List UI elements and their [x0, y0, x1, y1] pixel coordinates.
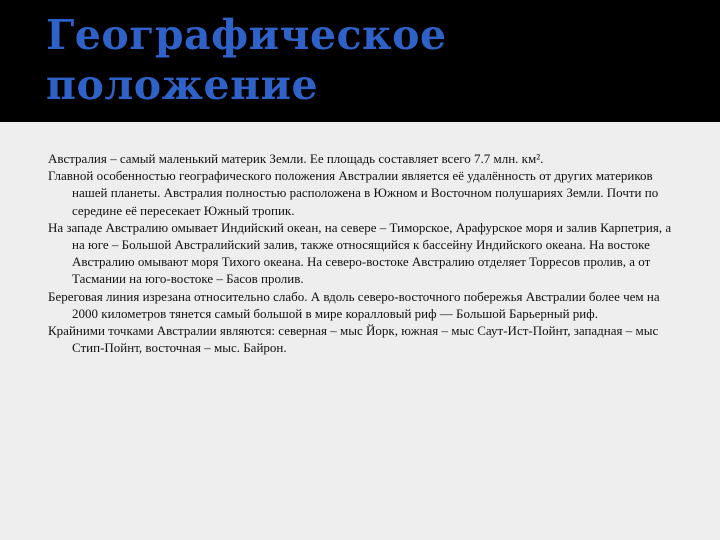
slide-body	[48, 150, 680, 356]
title-line-2: положение	[46, 61, 319, 109]
paragraph-waters: На западе Австралию омывает Индийский океан, на севере – Тиморское, Арафурское моря и залив Карпетрия, а на юге – Большой Австралийский залив, также относящийся к бассейну Индийского океана. На востоке Австралию омывают моря Тихого океана. На северо-востоке Австралию отделяет Торресов пролив, а от Тасмании на юго-востоке – Басов пролив.	[48, 219, 672, 287]
slide-title	[46, 10, 447, 110]
paragraph-extreme-points: Крайними точками Австралии являются: северная – мыс Йорк, южная – мыс Саут-Ист-Пойнт, западная – мыс Стип-Пойнт, восточная – мыс. Байрон.	[48, 323, 659, 356]
title-line-1: Географическое	[46, 11, 447, 59]
paragraph-coastline: Береговая линия изрезана относительно слабо. А вдоль северо-восточного побережья Австралии более чем на 2000 километров тянется самый большой в мире коралловый риф — Большой Барьерный риф.	[48, 288, 660, 321]
paragraph-area: Австралия – самый маленький материк Земли. Ее площадь составляет всего 7.7 млн. км².	[48, 151, 544, 166]
title-bar	[0, 0, 720, 122]
paragraph-location: Главной особенностью географического положения Австралии является её удалённость от других материков нашей планеты. Австралия полностью расположена в Южном и Восточном полушариях Земли. Почти по середине её пересекает Южный тропик.	[48, 168, 659, 218]
